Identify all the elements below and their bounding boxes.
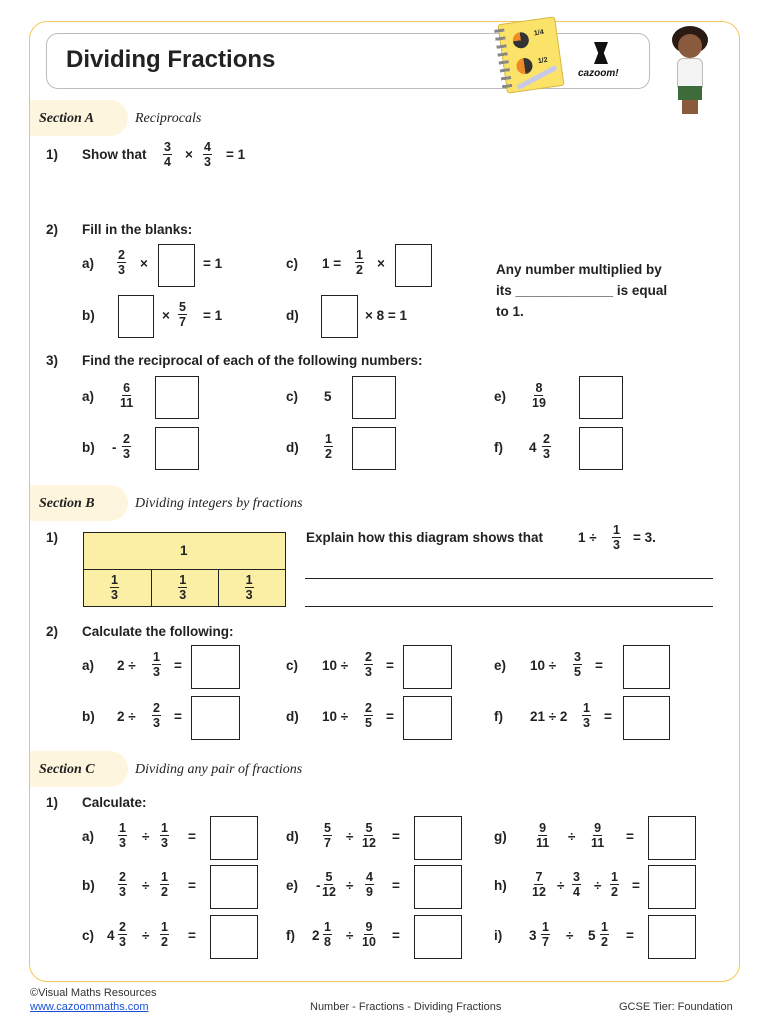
times-sign: × [162,308,170,323]
divide-sign: ÷ [557,878,565,893]
page-title: Dividing Fractions [66,46,276,73]
fraction: 4 3 [204,140,211,169]
fraction: 3 5 [574,650,581,679]
answer-box[interactable] [210,915,258,959]
fraction: 1 2 [356,248,363,277]
fraction: 7 12 [532,870,546,899]
expression-lead: 10 ÷ [322,709,349,724]
divide-sign: ÷ [566,928,574,943]
equals-sign: = [626,829,634,844]
times-sign: × [140,256,148,271]
question-number: 3) [46,353,59,368]
fraction: 2 3 [365,650,372,679]
diagram-third: 1 3 [151,570,218,606]
expression-lead: 1 ÷ [578,530,597,545]
question-number: 2) [46,222,59,237]
answer-box[interactable] [352,376,396,419]
part-label: d) [286,440,299,455]
fraction: 1 3 [153,650,160,679]
part-label: c) [286,389,299,404]
question-text: Fill in the blanks: [82,222,193,237]
whole-number: 4 [107,928,115,943]
fraction: 5 7 [179,300,186,329]
whole-number: 3 [529,928,537,943]
divide-sign: ÷ [594,878,602,893]
section-c-title: Section C [39,762,95,777]
divide-sign: ÷ [346,928,354,943]
section-b-subtitle: Dividing integers by fractions [135,496,303,511]
part-label: g) [494,829,507,844]
expression-lead: 10 ÷ [530,658,557,673]
part-label: b) [82,308,95,323]
fraction: 3 4 [164,140,171,169]
equals-sign: = [386,709,394,724]
expression-lead: 2 ÷ [117,658,136,673]
cazoom-logo [572,36,636,86]
answer-box[interactable] [155,427,199,470]
note-line: to 1. [496,304,524,319]
answer-box[interactable] [648,865,696,909]
number-value: 5 [324,389,332,404]
answer-box[interactable] [414,915,462,959]
answer-box[interactable] [414,865,462,909]
question-number: 1) [46,530,59,545]
section-b-title: Section B [39,496,95,511]
answer-box[interactable] [648,915,696,959]
fraction: 2 3 [119,870,126,899]
part-label: e) [286,878,299,893]
equals-sign: = [174,658,182,673]
answer-box[interactable] [395,244,432,287]
fraction: 1 3 [161,821,168,850]
times-sign: × [185,147,193,162]
expression-tail: = 3. [633,530,656,545]
equals-sign: = [188,829,196,844]
answer-box[interactable] [623,645,670,689]
question-text: Calculate: [82,795,147,810]
fraction: 1 2 [325,432,332,461]
equals-one: = 1 [203,256,223,271]
fraction: 9 11 [536,821,550,850]
pie-chart-icon [512,31,530,49]
divide-sign: ÷ [568,829,576,844]
equals-sign: = [174,709,182,724]
fraction-bar-diagram [83,532,286,607]
question-text: Calculate the following: [82,624,234,639]
divide-sign: ÷ [142,878,150,893]
equals-sign: = [188,878,196,893]
fraction: 5 12 [362,821,376,850]
question-text: Find the reciprocal of each of the following numbers: [82,353,423,368]
part-label: d) [286,709,299,724]
fraction: 6 11 [120,381,134,410]
fraction: 2 5 [365,701,372,730]
part-label: b) [82,878,95,893]
answer-box[interactable] [155,376,199,419]
part-label: a) [82,256,95,271]
equals-sign: = [386,658,394,673]
equals-sign: = [632,878,640,893]
equals-sign: = [392,928,400,943]
fraction: 2 3 [118,248,125,277]
note-line: Any number multiplied by [496,262,662,277]
part-label: f) [494,709,503,724]
notebook-fraction-top: 1/4 [533,29,545,38]
part-label: b) [82,709,95,724]
fraction: 8 19 [532,381,546,410]
fraction: 1 2 [161,870,168,899]
part-label: c) [82,928,95,943]
student-character-illustration [668,26,712,116]
section-a-title: Section A [39,111,95,126]
website-link[interactable]: www.cazoommaths.com [30,1001,149,1013]
fraction: 2 3 [153,701,160,730]
logo-text: cazoom! [578,68,619,79]
section-a-subtitle: Reciprocals [135,111,202,126]
question-number: 1) [46,147,59,162]
fraction: 2 3 [543,432,550,461]
note-line: its _____________ is equal [496,283,668,298]
expression-lead: 21 ÷ 2 [530,709,568,724]
diagram-whole: 1 [84,533,285,570]
part-label: d) [286,308,299,323]
part-label: c) [286,256,299,271]
footer-website[interactable] [30,1001,149,1013]
answer-box[interactable] [403,645,452,689]
answer-box[interactable] [352,427,396,470]
answer-box[interactable] [191,696,240,740]
equals-sign: = [392,829,400,844]
hourglass-logo-icon [594,42,608,64]
equals-sign: = [392,878,400,893]
diagram-third: 1 3 [111,573,118,602]
fraction: 9 11 [591,821,605,850]
fraction: 2 3 [119,920,126,949]
footer-tier: GCSE Tier: Foundation [619,1001,733,1013]
fraction: 9 10 [362,920,376,949]
fraction: 1 2 [161,920,168,949]
answer-box[interactable] [158,244,195,287]
part-label: a) [82,389,95,404]
answer-box[interactable] [579,376,623,419]
expression-lead: 2 ÷ [117,709,136,724]
part-label: d) [286,829,299,844]
whole-number: 5 [588,928,596,943]
fraction: 1 2 [601,920,608,949]
equals-one: = 1 [226,147,246,162]
divide-sign: ÷ [142,829,150,844]
answer-box[interactable] [210,865,258,909]
question-number: 1) [46,795,59,810]
answer-line[interactable] [305,578,713,579]
part-label: c) [286,658,299,673]
part-label: e) [494,658,507,673]
answer-line[interactable] [305,606,713,607]
equation-lead: 1 = [322,256,342,271]
fraction: 1 2 [611,870,618,899]
fraction: 3 4 [573,870,580,899]
fraction: 5 7 [324,821,331,850]
whole-number: 2 [312,928,320,943]
fraction: 2 3 [123,432,130,461]
negative-sign: - [112,440,117,455]
equals-sign: = [626,928,634,943]
divide-sign: ÷ [346,829,354,844]
part-label: b) [82,440,95,455]
equals-one: = 1 [203,308,223,323]
equals-sign: = [604,709,612,724]
part-label: i) [494,928,503,943]
footer-topic: Number - Fractions - Dividing Fractions [310,1001,502,1013]
answer-box[interactable] [648,816,696,860]
part-label: h) [494,878,507,893]
fraction: 4 9 [366,870,373,899]
times-sign: × [377,256,385,271]
answer-box[interactable] [414,816,462,860]
section-c-subtitle: Dividing any pair of fractions [135,762,303,777]
equals-sign: = [188,928,196,943]
part-label: a) [82,829,95,844]
expression-lead: 10 ÷ [322,658,349,673]
part-label: e) [494,389,507,404]
answer-box[interactable] [579,427,623,470]
part-label: a) [82,658,95,673]
equals-sign: = [595,658,603,673]
question-text: Show that [82,147,147,162]
notebook-fraction-bottom: 1/2 [537,56,549,66]
fraction: 1 3 [583,701,590,730]
answer-box[interactable] [623,696,670,740]
fraction: 1 3 [613,523,620,552]
part-label: f) [494,440,503,455]
negative-sign: - [316,878,321,893]
answer-box[interactable] [118,295,154,338]
question-text: Explain how this diagram shows that [306,530,544,545]
whole-number: 4 [529,440,537,455]
divide-sign: ÷ [346,878,354,893]
part-label: f) [286,928,295,943]
answer-box[interactable] [321,295,358,338]
pie-chart-icon [515,57,533,75]
answer-box[interactable] [191,645,240,689]
fraction: 5 12 [322,870,336,899]
answer-box[interactable] [403,696,452,740]
equation-tail: × 8 = 1 [365,308,408,323]
fraction: 1 8 [324,920,331,949]
divide-sign: ÷ [142,928,150,943]
question-number: 2) [46,624,59,639]
answer-box[interactable] [210,816,258,860]
fraction: 1 3 [119,821,126,850]
fraction: 1 7 [542,920,549,949]
footer-copyright: ©Visual Maths Resources [30,987,157,999]
diagram-third: 1 3 [245,573,253,602]
